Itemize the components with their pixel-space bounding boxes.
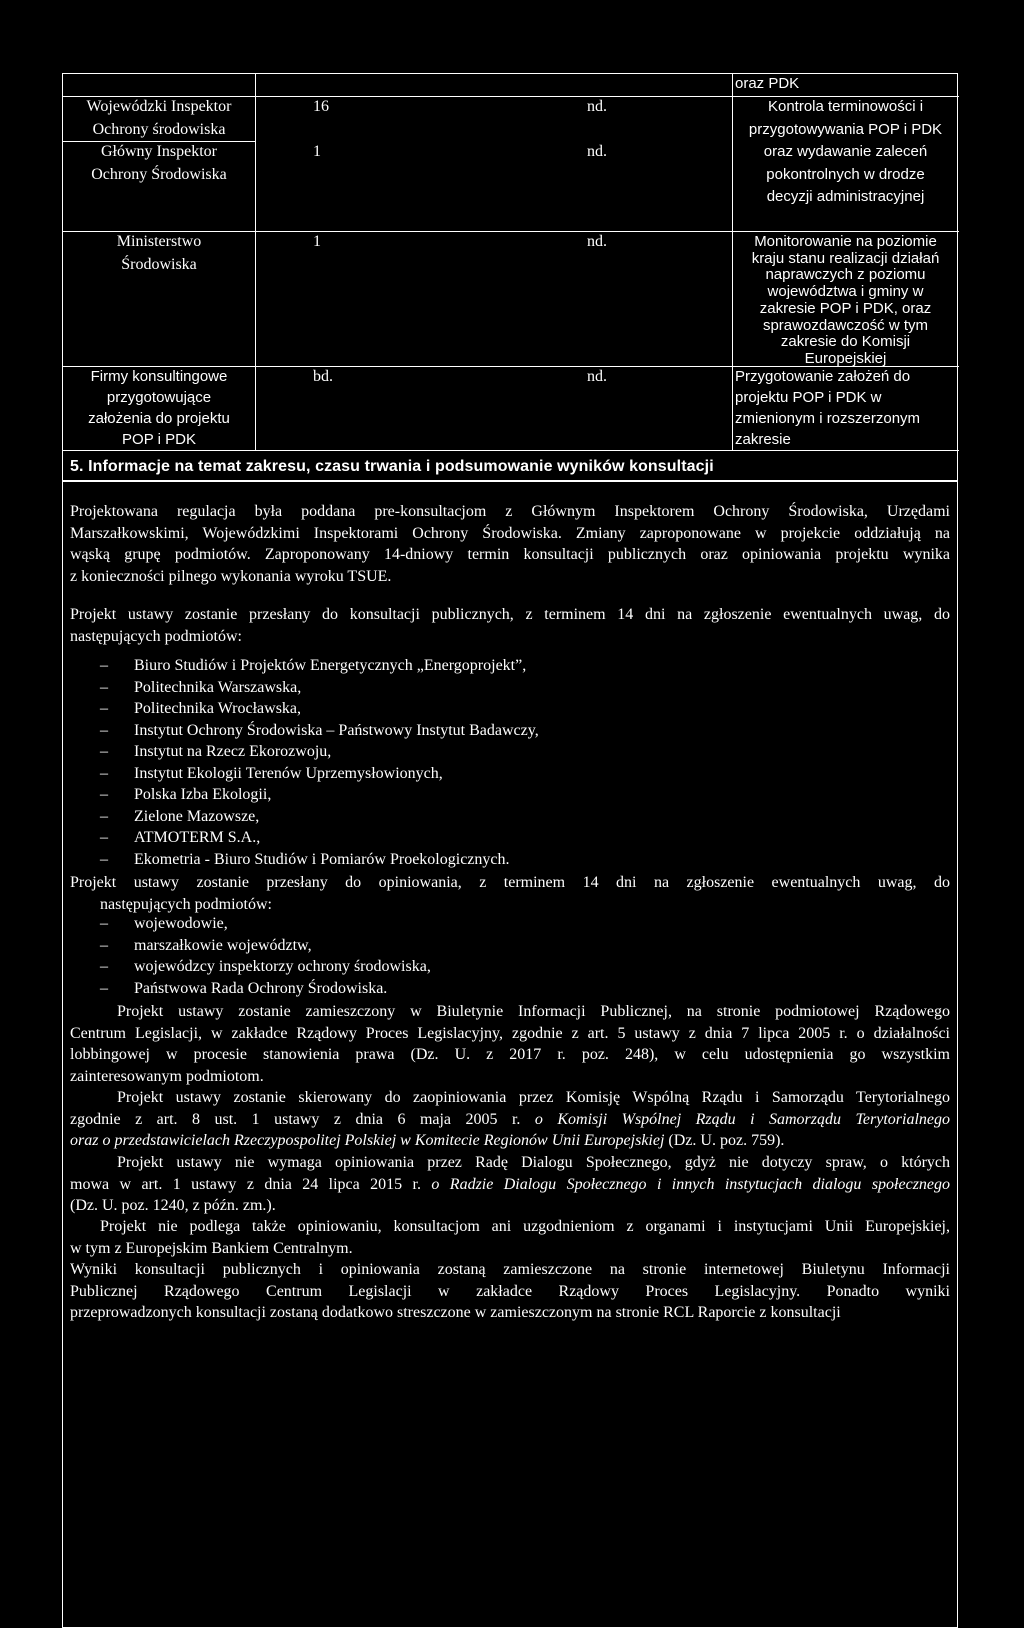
paragraph-rada-dialogu: Projekt ustawy nie wymaga opiniowania przez Radę Dialogu Społecznego, gdyż nie dotyczy spraw, o których mowa w art. 1 ustawy z dnia 24 lipca 2015 r. o Radzie Dialogu Społecznego i innych instytucjach dialogu społecznego (Dz. U. poz. 1240, z późn. zm.). (70, 1154, 951, 1214)
table-top-fragment: oraz PDK (735, 75, 800, 92)
table-row-entity: Wojewódzki Inspektor Ochrony środowiska (86, 98, 232, 138)
table-row-entity: Ministerstwo Środowiska (116, 233, 202, 273)
table-row-description: oraz wydawanie zaleceń pokontrolnych w drodze decyzji administracyjnej (763, 143, 928, 205)
list-item: – wojewodowie, (100, 915, 228, 932)
paragraph-results: Wyniki konsultacji publicznych i opiniowania zostaną zamieszczone na stronie internetowej Biuletynu Informacji Publicznej Rządowego Centrum Legislacji w zakładce Rządowy Proces Legislacyjny. Ponadto wyniki przeprowadzonych konsultacji zostaną dodatkowo streszczone w zamieszczonym na stronie RCL Raporcie z konsultacji (70, 1261, 950, 1321)
list-item: – wojewódzcy inspektorzy ochrony środowiska, (100, 958, 431, 975)
table-row-count: bd. (313, 368, 333, 385)
paragraph-preconsultation: Projektowana regulacja była poddana pre-konsultacjom z Głównym Inspektorem Ochrony Środowiska, Urzędami Marszałkowskimi, Wojewódzkimi Inspektorami Ochrony Środowiska. Zmiany zaproponowane w projekcie oddziałują na wąską grupę podmiotów. Zaproponowany 14-dniowy termin konsultacji publicznych oraz opiniowania projektu wynika z konieczności pilnego wykonania wyroku TSUE. (70, 503, 950, 585)
table-row-effect: nd. (587, 368, 607, 385)
table-row-entity: Firmy konsultingowe przygotowujące założenia do projektu POP i PDK (88, 368, 230, 448)
list-item: – Zielone Mazowsze, (100, 808, 260, 825)
table-divider (63, 450, 959, 451)
list-item: – Instytut Ekologii Terenów Uprzemysłowionych, (100, 765, 443, 782)
list-item: – Państwowa Rada Ochrony Środowiska. (100, 980, 388, 997)
table-row-description: Przygotowanie założeń do projektu POP i PDK w zmienionym i rozszerzonym zakresie (735, 368, 921, 448)
list-item: – Politechnika Wrocławska, (100, 700, 302, 717)
section-heading: 5. Informacje na temat zakresu, czasu trwania i podsumowanie wyników konsultacji (70, 458, 714, 475)
table-row-description: Monitorowanie na poziomie kraju stanu realizacji działań naprawczych z poziomu województwa i gminy w zakresie POP i PDK, oraz sprawozdawczość w tym zakresie do Komisji Europejskiej (751, 233, 940, 367)
paragraph-komisja-wspolna: Projekt ustawy zostanie skierowany do zaopiniowania przez Komisję Wspólną Rządu i Samorządu Terytorialnego zgodnie z art. 8 ust. 1 ustawy z dnia 6 maja 2005 r. o Komisji Wspólnej Rządu i Samorządu Terytorialnego oraz o przedstawicielach Rzeczypospolitej Polskiej w Komitecie Regionów Unii Europejskiej (Dz. U. poz. 759). (70, 1089, 951, 1149)
table-row-description: Kontrola terminowości i przygotowywania POP i PDK (748, 98, 943, 138)
list-item: – Politechnika Warszawska, (100, 679, 302, 696)
list-item: – Biuro Studiów i Projektów Energetycznych „Energoprojekt”, (100, 657, 527, 674)
table-row-effect: nd. (587, 233, 607, 250)
table-row-entity: Główny Inspektor Ochrony Środowiska (91, 143, 227, 183)
paragraph-eu: Projekt nie podlega także opiniowaniu, konsultacjom ani uzgodnieniom z organami i instytucjami Unii Europejskiej, w tym z Europejskim Bankiem Centralnym. (70, 1218, 950, 1257)
list-item: – Instytut Ochrony Środowiska – Państwowy Instytut Badawczy, (100, 722, 539, 739)
consultation-table (62, 73, 958, 481)
list-item: – Instytut na Rzecz Ekorozwoju, (100, 743, 332, 760)
table-row-effect: nd. (587, 98, 607, 115)
table-divider (255, 74, 256, 450)
list-item: – Polska Izba Ekologii, (100, 786, 272, 803)
list-item: – Ekometria - Biuro Studiów i Pomiarów Proekologicznych. (100, 851, 510, 868)
table-row-count: 1 (313, 143, 321, 160)
table-row-count: 16 (313, 98, 329, 115)
paragraph-opinion: Projekt ustawy zostanie przesłany do opiniowania, z terminem 14 dni na zgłoszenie ewentualnych uwag, do następujących podmiotów: (70, 874, 950, 913)
paragraph-bip: Projekt ustawy zostanie zamieszczony w Biuletynie Informacji Publicznej, na stronie podmiotowej Rządowego Centrum Legislacji, w zakładce Rządowy Proces Legislacyjny, zgodnie z art. 5 ustawy z dnia 7 lipca 2005 r. o działalności lobbingowej w procesie stanowienia prawa (Dz. U. z 2017 r. poz. 248), w celu udostępnienia go wszystkim zainteresowanym podmiotom. (70, 1003, 950, 1085)
table-row-count: 1 (313, 233, 321, 250)
table-row-effect: nd. (587, 143, 607, 160)
list-item: – ATMOTERM S.A., (100, 829, 261, 846)
list-item: – marszałkowie województw, (100, 937, 312, 954)
paragraph-public-consultation: Projekt ustawy zostanie przesłany do konsultacji publicznych, z terminem 14 dni na zgłoszenie ewentualnych uwag, do następujących podmiotów: (70, 606, 950, 645)
